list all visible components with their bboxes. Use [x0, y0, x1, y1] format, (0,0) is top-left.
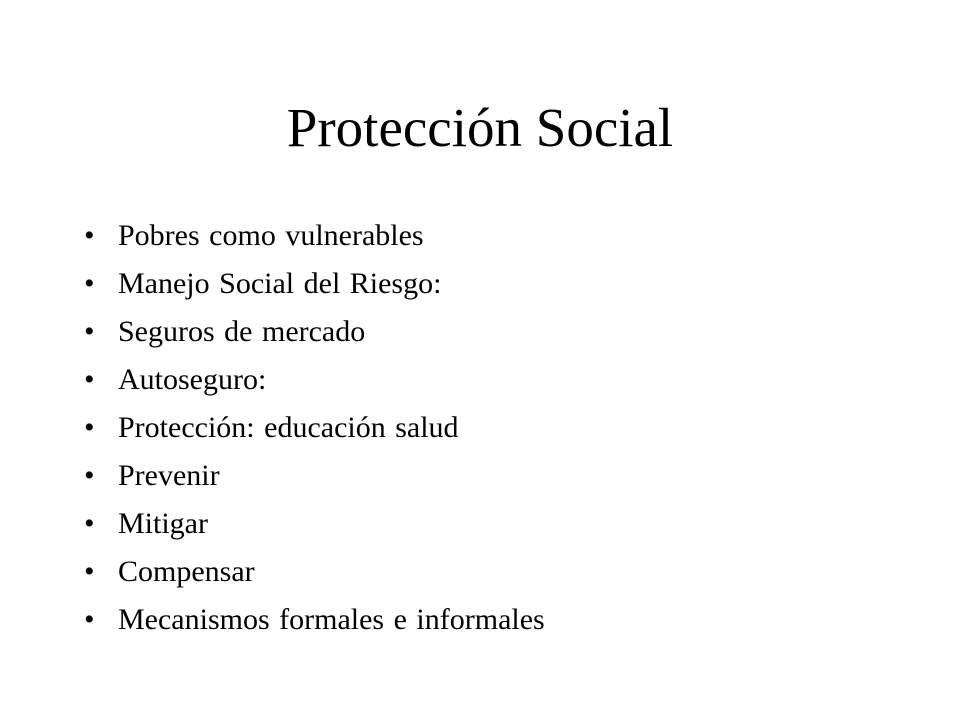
- list-item-text: Mitigar: [118, 507, 208, 540]
- bullet-icon: •: [84, 555, 95, 588]
- list-item: [84, 548, 904, 596]
- list-item-text: Prevenir: [118, 459, 220, 492]
- list-item-text: Seguros de mercado: [118, 315, 366, 348]
- list-item: [84, 260, 904, 308]
- list-item: [84, 212, 904, 260]
- bullet-icon: •: [84, 315, 95, 348]
- bullet-icon: •: [84, 363, 95, 396]
- list-item-text: Compensar: [118, 555, 255, 588]
- list-item: [84, 356, 904, 404]
- bullet-list: [84, 212, 904, 644]
- bullet-icon: •: [84, 603, 95, 636]
- list-item: [84, 500, 904, 548]
- list-item: [84, 452, 904, 500]
- list-item-text: Manejo Social del Riesgo:: [118, 267, 442, 300]
- bullet-icon: •: [84, 267, 95, 300]
- slide-title: Protección Social: [286, 97, 674, 158]
- list-item-text: Protección: educación salud: [118, 411, 459, 444]
- bullet-icon: •: [84, 459, 95, 492]
- list-item: [84, 596, 904, 644]
- list-item-text: Autoseguro:: [118, 363, 267, 396]
- bullet-icon: •: [84, 411, 95, 444]
- bullet-icon: •: [84, 507, 95, 540]
- bullet-icon: •: [84, 219, 95, 252]
- list-item-text: Pobres como vulnerables: [118, 219, 424, 252]
- list-item: [84, 404, 904, 452]
- list-item-text: Mecanismos formales e informales: [118, 603, 545, 636]
- list-item: [84, 308, 904, 356]
